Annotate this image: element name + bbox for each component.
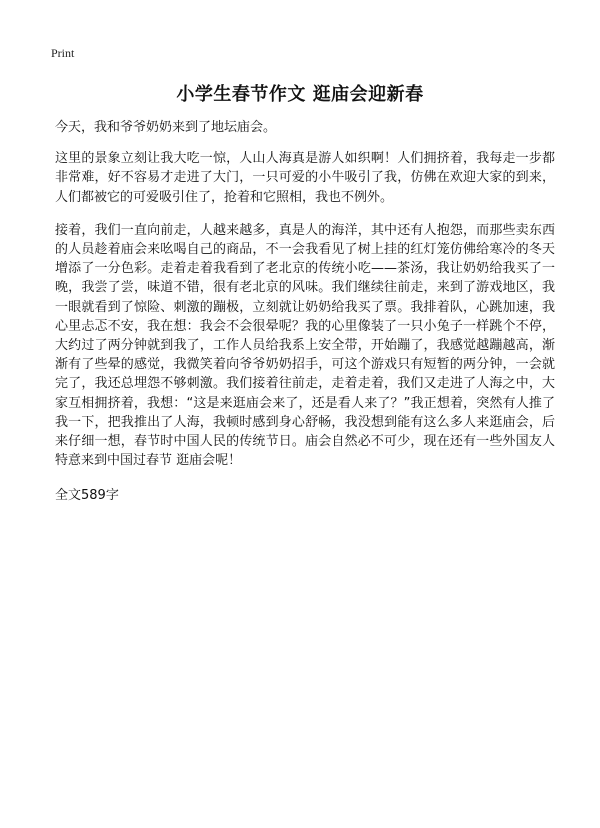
paragraph-scene: 这里的景象立刻让我大吃一惊，人山人海真是游人如织啊！人们拥挤着，我每走一步都非常难，好不容易才走进了大门，一只可爱的小牛吸引了我，仿佛在欢迎大家的到来，人们都被它的可爱吸引住了，抢着和它照相，我也不例外。: [55, 151, 555, 205]
article-title: 小学生春节作文 逛庙会迎新春: [176, 84, 424, 105]
print-link[interactable]: Print: [51, 46, 75, 60]
paragraph-main: 接着，我们一直向前走，人越来越多，真是人的海洋，其中还有人抱怨，而那些卖东西的人员趁着庙会来吆喝自己的商品，不一会我看见了树上挂的红灯笼仿佛给寒冷的冬天增添了一分色彩。走着走着我看到了老北京的传统小吃——茶汤，我让奶奶给我买了一晚，我尝了尝，味道不错，很有老北京的风味。我们继续往前走，来到了游戏地区，我一眼就看到了惊险、刺激的蹦极，立刻就让奶奶给我买了票。我排着队，心跳加速，我心里忐忑不安，我在想：我会不会很晕呢？我的心里像装了一只小兔子一样跳个不停，大约过了两分钟就到我了，工作人员给我系上安全带，开始蹦了，我感觉越蹦越高，渐渐有了些晕的感觉，我微笑着向爷爷奶奶招手，可这个游戏只有短暂的两分钟，一会就完了，我还总埋怨不够刺激。我们接着往前走，走着走着，我们又走进了人海之中，大家互相拥挤着，我想：“这是来逛庙会来了，还是看人来了？”我正想着，突然有人推了我一下，把我推出了人海，我顿时感到身心舒畅，我没想到能有这么多人来逛庙会，后来仔细一想，春节时中国人民的传统节日。庙会自然必不可少，现在还有一些外国友人特意来到中国过春节 逛庙会呢！: [55, 222, 555, 469]
paragraph-intro: 今天，我和爷爷奶奶来到了地坛庙会。: [55, 120, 277, 135]
article-body: [55, 118, 555, 505]
word-count: 全文589字: [55, 488, 119, 504]
